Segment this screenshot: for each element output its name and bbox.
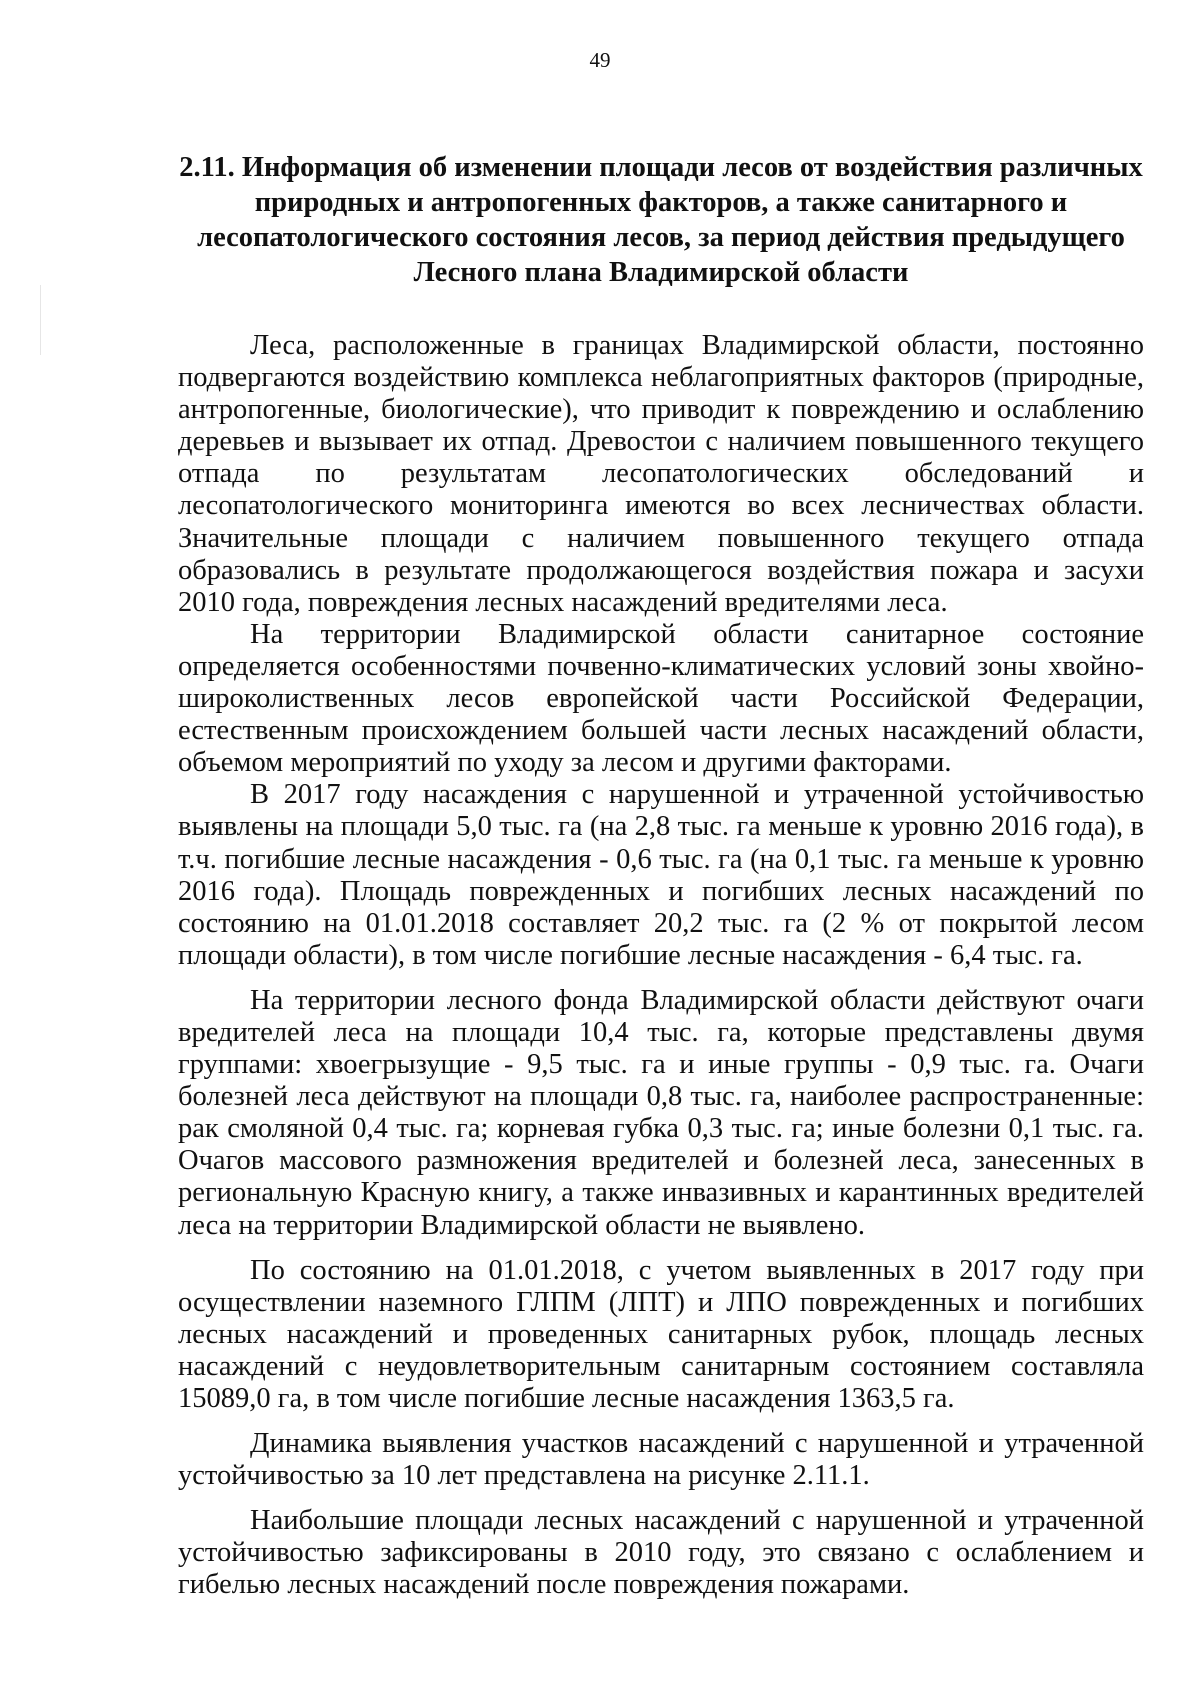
body-paragraph: На территории лесного фонда Владимирской области действуют очаги вредителей леса на площади 10,4 тыс. га, которые представлены двумя группами: хвоегрызущие - 9,5 тыс. га и иные группы - 0,9 тыс. га. Очаги болезней леса действуют на площади 0,8 тыс. га, наиболее распространенные: рак смоляной 0,4 тыс. га; корневая губка 0,3 тыс. га; иные болезни 0,1 тыс. га. Очагов массового размножения вредителей и болезней леса, занесенных в региональную Красную книгу, а также инвазивных и карантинных вредителей леса на территории Владимирской области не выявлено.	[178, 984, 1144, 1241]
section-heading-line: Лесного плана Владимирской области	[413, 257, 909, 288]
body-paragraph: Динамика выявления участков насаждений с нарушенной и утраченной устойчивостью за 10 лет представлена на рисунке 2.11.1.	[178, 1428, 1144, 1492]
body-paragraph: На территории Владимирской области санитарное состояние определяется особенностями почвенно-климатических условий зоны хвойно-широколиственных лесов европейской части Российской Федерации, естественным происхождением большей части лесных насаждений области, объемом мероприятий по уходу за лесом и другими факторами.	[178, 618, 1144, 779]
section-heading-line: 2.11. Информация об изменении площади лесов от воздействия различных	[179, 152, 1143, 183]
body-paragraph: По состоянию на 01.01.2018, с учетом выявленных в 2017 году при осуществлении наземного ГЛПМ (ЛПТ) и ЛПО поврежденных и погибших лесных насаждений и проведенных санитарных рубок, площадь лесных насаждений с неудовлетворительным санитарным состоянием составляла 15089,0 га, в том числе погибшие лесные насаждения 1363,5 га.	[178, 1254, 1144, 1414]
body-paragraph: Леса, расположенные в границах Владимирской области, постоянно подвергаются воздействию комплекса неблагоприятных факторов (природные, антропогенные, биологические), что приводит к повреждению и ослаблению деревьев и вызывает их отпад. Древостои с наличием повышенного текущего отпада по результатам лесопатологических обследований и лесопатологического мониторинга имеются во всех лесничествах области. Значительные площади с наличием повышенного текущего отпада образовались в результате продолжающегося воздействия пожара и засухи 2010 года, повреждения лесных насаждений вредителями леса.	[178, 330, 1144, 618]
scan-artifact-line	[40, 285, 41, 355]
section-heading-line: природных и антропогенных факторов, а также санитарного и	[254, 187, 1068, 218]
section-heading-line: лесопатологического состояния лесов, за период действия предыдущего	[197, 222, 1125, 253]
page-number: 49	[589, 48, 611, 72]
body-paragraph: В 2017 году насаждения с нарушенной и утраченной устойчивостью выявлены на площади 5,0 тыс. га (на 2,8 тыс. га меньше к уровню 2016 года), в т.ч. погибшие лесные насаждения - 0,6 тыс. га (на 0,1 тыс. га меньше к уровню 2016 года). Площадь поврежденных и погибших лесных насаждений по состоянию на 01.01.2018 составляет 20,2 тыс. га (2 % от покрытой лесом площади области), в том числе погибшие лесные насаждения - 6,4 тыс. га.	[178, 779, 1144, 971]
body-paragraph: Наибольшие площади лесных насаждений с нарушенной и утраченной устойчивостью зафиксированы в 2010 году, это связано с ослаблением и гибелью лесных насаждений после повреждения пожарами.	[178, 1505, 1144, 1601]
page-content	[178, 150, 1144, 1602]
section-heading	[178, 150, 1144, 290]
